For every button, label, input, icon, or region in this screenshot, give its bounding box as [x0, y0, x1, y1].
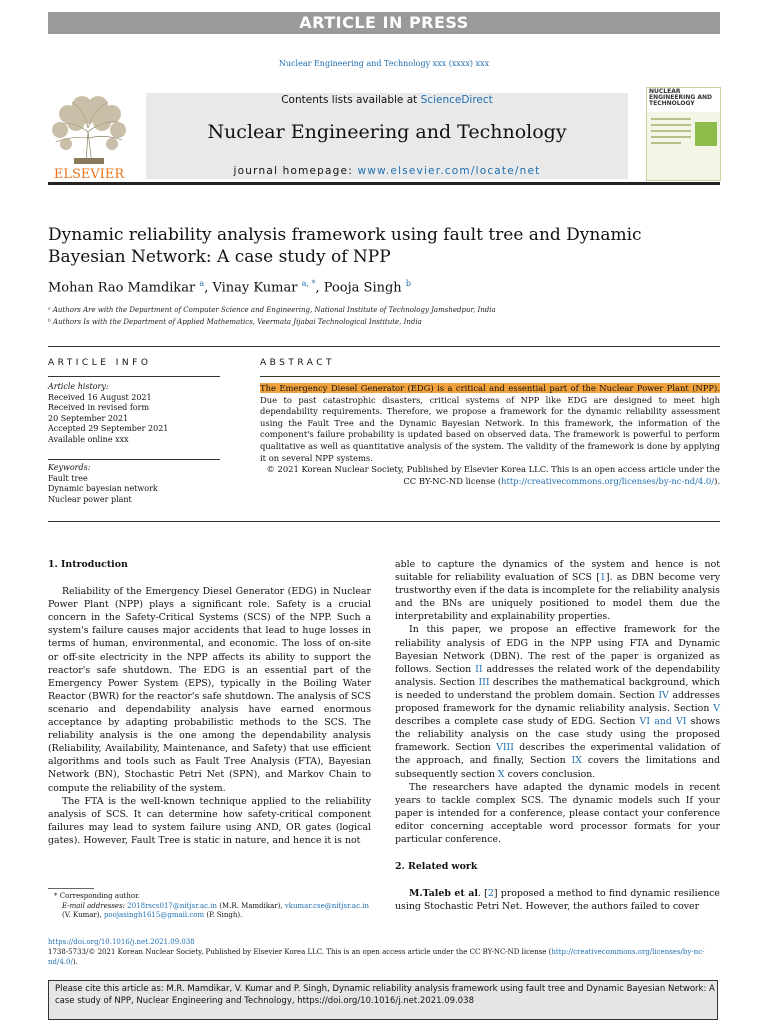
copyright-text: © 2021 Korean Nuclear Society, Published by Elsevier Korea LLC. This is an open access article under the	[266, 464, 720, 475]
article-history	[48, 382, 220, 445]
author-list: Mohan Rao Mamdikar $^a$, Vinay Kumar $^{a, *}$, Pooja Singh $^b$	[48, 279, 411, 296]
section-link[interactable]: V	[713, 703, 720, 715]
section-link[interactable]: IX	[571, 755, 582, 767]
cover-text-line	[651, 118, 691, 120]
journal-title: Nuclear Engineering and Technology	[207, 121, 567, 143]
citation-link[interactable]: 2	[487, 888, 494, 900]
footnote-rule	[48, 888, 94, 889]
license-link[interactable]: http://creativecommons.org/licenses/by-nc-nd/4.0/	[501, 475, 715, 486]
abstract-copyright	[260, 464, 720, 487]
cover-image	[695, 122, 717, 146]
homepage-prefix: journal homepage:	[233, 165, 358, 177]
affiliation-b: ᵇ Authors Is with the Department of Applied Mathematics, Veermata Jijabai Technological Institute, India	[48, 318, 422, 326]
paper-title-line: Bayesian Network: A case study of NPP	[48, 247, 391, 267]
citation-link[interactable]: 1	[599, 572, 606, 584]
history-item: Received 16 August 2021	[48, 392, 152, 402]
right-column	[395, 558, 720, 913]
abstract-rule	[260, 376, 720, 377]
email-addresses: E-mail addresses: 2018rscs017@nitjsr.ac.in (M.R. Mamdikar), vkumar.cse@nitjsr.ac.in (V. Kumar), poojasingh1615@gmail.com (P. Singh).	[62, 901, 369, 919]
homepage-link[interactable]: www.elsevier.com/locate/net	[357, 165, 541, 177]
license-end: ).	[714, 475, 720, 486]
history-item: Accepted 29 September 2021	[48, 424, 169, 433]
journal-citation-link[interactable]: Nuclear Engineering and Technology xxx (xxxx) xxx	[278, 59, 490, 68]
abstract-heading: ABSTRACT	[260, 358, 336, 368]
footnote	[48, 892, 371, 921]
keyword: Fault tree	[48, 473, 88, 483]
cover-text-line	[651, 142, 681, 144]
sciencedirect-link[interactable]: ScienceDirect	[420, 94, 493, 106]
left-column	[48, 558, 371, 847]
body-paragraph: Reliability of the Emergency Diesel Generator (EDG) in Nuclear Power Plant (NPP) plays a significant role. Safety is a crucial concern in the Safety-Critical Systems (SCS) of the NPP. Such a system's failure causes major accidents that lead to huge losses in terms of human, environmental, and economic. The loss of on-site or off-site electricity in the NPP affects its ability to support the reactor's safe shutdown. The EDG is an essential part of the Emergency Power System (EPS), typically in the Boiling Water Reactor (BWR) for the reactor's safe shutdown. The analysis of SCS scenario and dependability analysis have earned enormous acceptance by adapting probabilistic methods to the SCS. The reliability analysis is the one among the dependability analysis (Reliability, Availability, Maintenance, and Safety) that use efficient algorithms and tools such as Fault Tree Analysis (FTA), Bayesian Network (BN), Stochastic Petri Net (SPN), and Markov Chain to compute the reliability of the system.	[48, 586, 372, 794]
history-item: Available online xxx	[48, 434, 129, 444]
journal-cover-thumbnail[interactable]	[646, 87, 721, 181]
author-affiliation-mark[interactable]: a, *	[301, 279, 316, 288]
author-affiliation-mark[interactable]: a	[199, 279, 205, 288]
article-info-rule	[48, 376, 220, 377]
license-text: CC BY-NC-ND license (	[403, 475, 502, 486]
cover-text-line	[651, 124, 691, 126]
section-link[interactable]: VIII	[496, 742, 514, 754]
highlighted-text[interactable]: The Emergency Diesel Generator (EDG) is a critical and essential part of the Nuclear Power Plant (NPP).	[260, 383, 720, 393]
body-paragraph: The researchers have adapted the dynamic models in recent years to tackle complex SCS. The dynamic models such If your paper is intended for a conference, please contact your conference editor concerning acceptable word processor formats for your particular conference.	[395, 781, 720, 845]
author-affiliation-mark[interactable]: b	[405, 279, 411, 288]
keywords-rule	[48, 459, 220, 460]
corresponding-author-note: * Corresponding author.	[54, 892, 140, 900]
author-name[interactable]: Pooja Singh	[323, 280, 402, 296]
paper-title	[48, 224, 688, 268]
elsevier-tree-icon	[48, 92, 130, 180]
keyword: Dynamic bayesian network	[48, 484, 158, 493]
article-in-press-banner: ARTICLE IN PRESS	[48, 12, 720, 34]
citation-box	[48, 980, 718, 1020]
contents-line	[146, 94, 628, 106]
cited-author: M.Taleb et al	[409, 888, 478, 900]
keywords	[48, 463, 220, 505]
abstract-body	[260, 383, 720, 487]
author-name[interactable]: Mohan Rao Mamdikar	[48, 280, 196, 296]
paper-title-line: Dynamic reliability analysis framework using fault tree and Dynamic	[48, 225, 642, 245]
section-link[interactable]: X	[497, 768, 505, 780]
cover-text-line	[651, 136, 691, 138]
body-paragraph: M.Taleb et al. [2] proposed a method to find dynamic resilience using Stochastic Petri Net. However, the authors failed to cover	[395, 888, 720, 913]
contents-prefix: Contents lists available at	[281, 94, 421, 106]
body-paragraph: The FTA is the well-known technique applied to the reliability analysis of SCS. It can determine how safety-critical component failures may lead to system failure using AND, OR gates (logical gates). However, Fault Tree is static in nature, and hence it is not	[48, 795, 371, 846]
abstract-paragraph: Due to past catastrophic disasters, critical systems of NPP like EDG are designed to meet high dependability requirements. Therefore, we propose a framework for the dynamic reliability assessment using the Fault Tree and the Dynamic Bayesian Network. In this framework, the information of the component's failure probability is updated based on observed data. The framework is powerful to perform qualitative as well as quantitative analysis of the system. The validity of the framework is done by applying it on several NPP systems.	[260, 394, 720, 463]
elsevier-logo[interactable]	[48, 92, 130, 180]
cover-title: NUCLEAR ENGINEERING AND TECHNOLOGY	[649, 88, 713, 107]
issn-license: 1738-5733/© 2021 Korean Nuclear Society, Published by Elsevier Korea LLC. This is an open access article under the CC BY-NC-ND license (http://creativecommons.org/licenses/by-nc-nd/4.0/).	[48, 948, 705, 966]
email-link[interactable]: 2018rscs017@nitjsr.ac.in	[127, 901, 218, 910]
section-top-rule	[48, 346, 720, 347]
email-link[interactable]: vkumar.cse@nitjsr.ac.in	[284, 901, 369, 910]
section-link[interactable]: III	[478, 676, 490, 688]
keywords-label: Keywords:	[48, 463, 91, 472]
body-paragraph: In this paper, we propose an effective framework for the reliability analysis of EDG in the NPP using FTA and Dynamic Bayesian Network (DBN). The rest of the paper is organized as follows. Section II addresses the related work of the dependability analysis. Section III describes the mathematical background, which is needed to understand the problem domain. Section IV addresses proposed framework for the dynamic reliability analysis. Section V describes a complete case study of EDG. Section VI and VI shows the reliability analysis on the case study using the proposed framework. Section VIII describes the experimental validation of the approach, and finally, Section IX covers the limitations and subsequently section X covers conclusion.	[395, 624, 721, 780]
history-label: Article history:	[48, 382, 109, 391]
body-paragraph: able to capture the dynamics of the system and hence is not suitable for reliability evaluation of SCS [1]. as DBN become very trustworthy even if the data is incomplete for the reliability analysis and the BNs are uniquely positioned to model them due the interpretability and explainability properties.	[395, 559, 720, 623]
section-link[interactable]: VI and VI	[639, 716, 687, 728]
email-link[interactable]: poojasingh1615@gmail.com	[103, 911, 205, 919]
affiliation-a: ᵃ Authors Are with the Department of Computer Science and Engineering, National Institute of Technology Jamshedpur, India	[48, 306, 496, 314]
section-link[interactable]: IV	[658, 689, 669, 701]
author-name[interactable]: Vinay Kumar	[212, 280, 298, 296]
keyword: Nuclear power plant	[48, 494, 132, 504]
abstract-bottom-rule	[48, 521, 720, 522]
introduction-heading: 1. Introduction	[48, 559, 128, 570]
history-item: 20 September 2021	[48, 413, 129, 423]
section-link[interactable]: II	[475, 663, 483, 675]
cover-text-line	[651, 130, 691, 132]
doi-link[interactable]: https://doi.org/10.1016/j.net.2021.09.038	[48, 938, 195, 946]
related-work-heading: 2. Related work	[395, 861, 478, 873]
header-rule	[48, 182, 720, 185]
license-link[interactable]: http://creativecommons.org/licenses/by-nc-nd/4.0/	[48, 948, 705, 966]
publisher-name: ELSEVIER	[53, 167, 125, 180]
history-item: Received in revised form	[48, 403, 150, 412]
journal-homepage-line	[146, 165, 628, 177]
citation-text: Please cite this article as: M.R. Mamdikar, V. Kumar and P. Singh, Dynamic reliability analysis framework using fault tree and Dynamic Bayesian Network: A case study of NPP, Nuclear Engineering and Technology, https://doi.org/10.1016/j.net.2021.09.038	[55, 984, 715, 1006]
article-info-heading: ARTICLE INFO	[48, 358, 152, 368]
